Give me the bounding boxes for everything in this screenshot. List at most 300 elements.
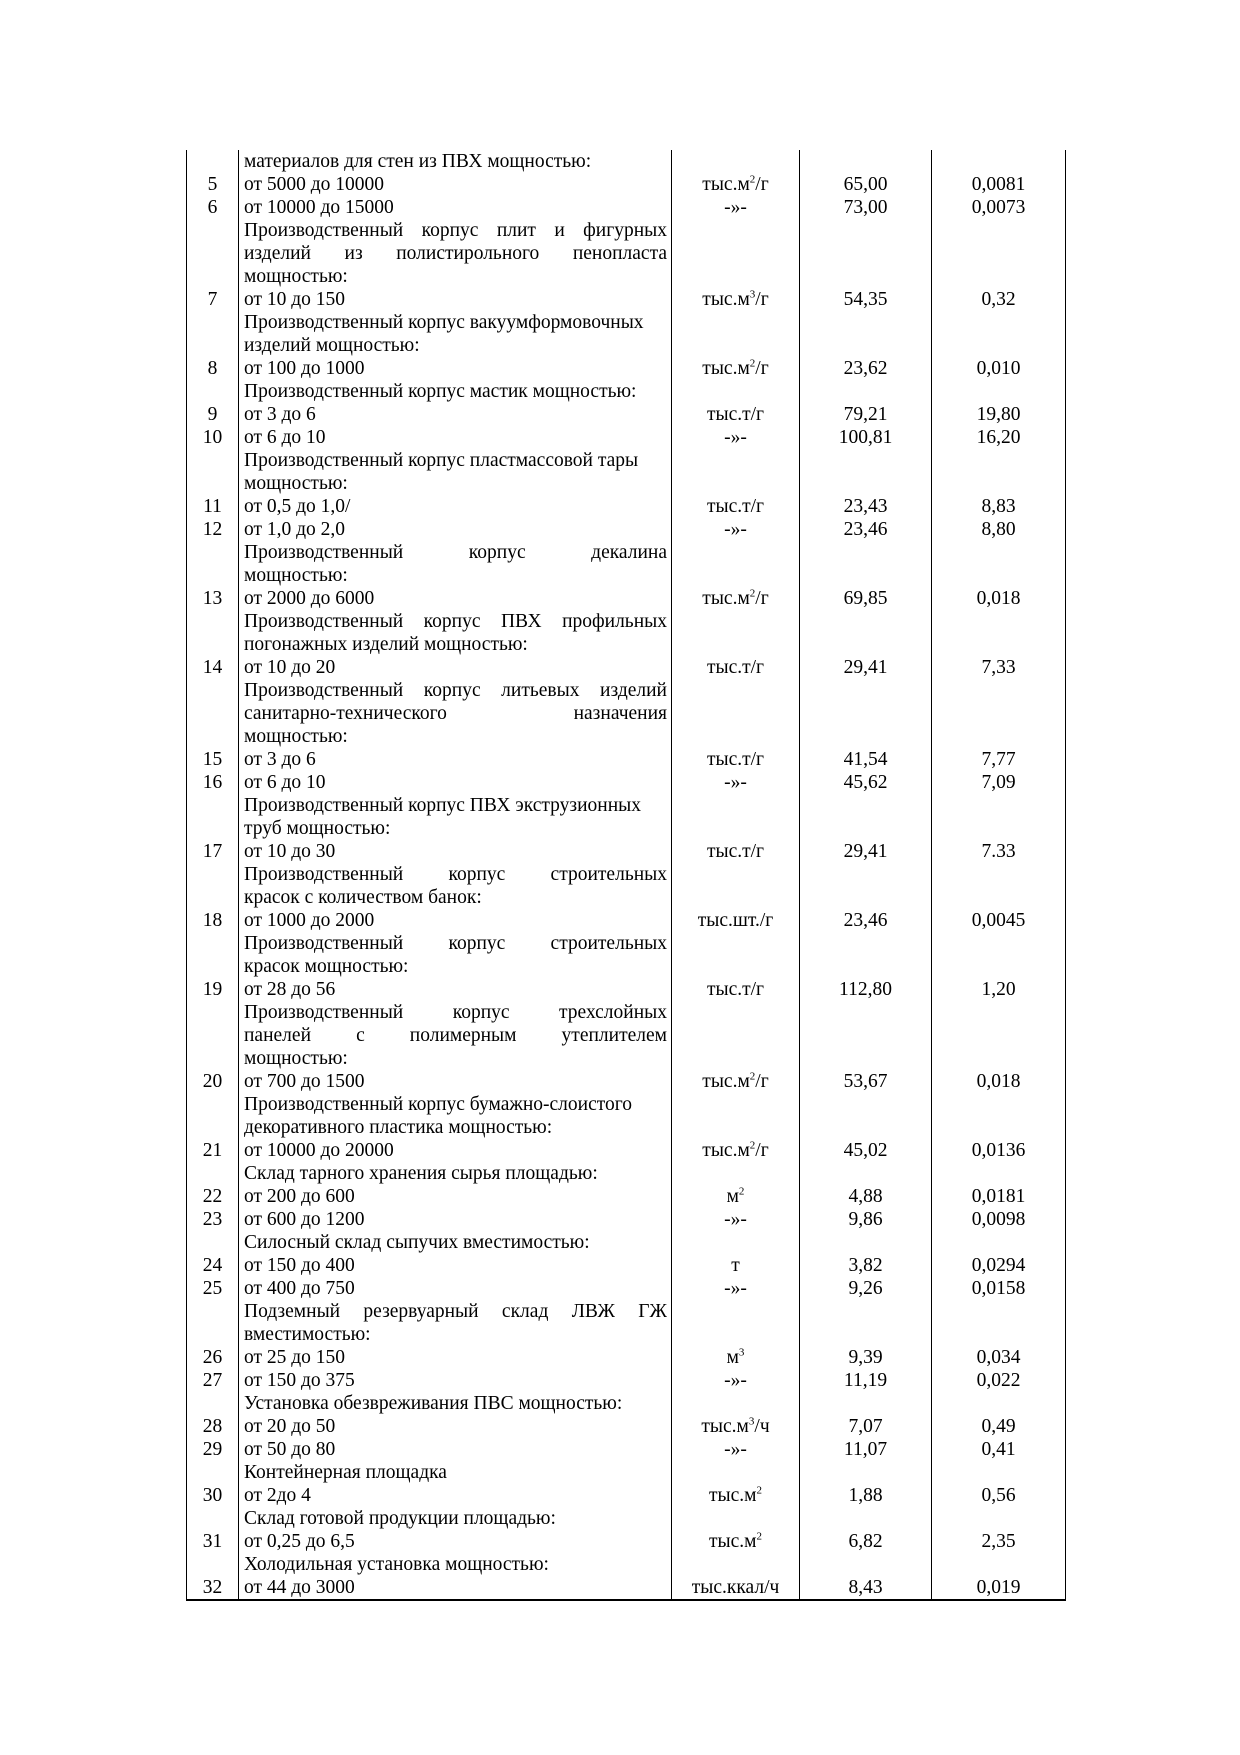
value-2-cell: 0,0294 — [932, 1254, 1066, 1277]
table-row — [187, 1392, 1066, 1415]
value-1-cell — [800, 702, 932, 725]
table-row — [187, 1300, 1066, 1323]
value-1-cell — [800, 863, 932, 886]
value-1-cell — [800, 633, 932, 656]
table-row — [187, 495, 1066, 518]
unit-cell — [672, 886, 800, 909]
unit-cell: тыс.т/г — [672, 656, 800, 679]
table-row — [187, 1208, 1066, 1231]
table-row — [187, 357, 1066, 380]
value-1-cell: 112,80 — [800, 978, 932, 1001]
unit-cell: $тыс.м^2/г$ — [672, 357, 800, 380]
value-2-cell: 19,80 — [932, 403, 1066, 426]
row-number — [187, 863, 239, 886]
item-description: мощностью: — [239, 472, 672, 495]
item-description: от 6 до 10 — [239, 771, 672, 794]
item-description: от 10 до 150 — [239, 288, 672, 311]
unit-cell — [672, 794, 800, 817]
unit-cell: -»- — [672, 196, 800, 219]
row-number — [187, 1001, 239, 1024]
value-1-cell: 41,54 — [800, 748, 932, 771]
value-1-cell: 6,82 — [800, 1530, 932, 1553]
value-2-cell — [932, 564, 1066, 587]
table-row — [187, 1369, 1066, 1392]
table-row — [187, 541, 1066, 564]
table-row — [187, 242, 1066, 265]
value-1-cell — [800, 219, 932, 242]
row-number — [187, 1024, 239, 1047]
value-1-cell — [800, 1553, 932, 1576]
item-description: от 400 до 750 — [239, 1277, 672, 1300]
unit-cell — [672, 725, 800, 748]
row-number — [187, 1047, 239, 1070]
unit-cell — [672, 863, 800, 886]
unit-cell — [672, 702, 800, 725]
unit-cell: -»- — [672, 518, 800, 541]
item-description: от 200 до 600 — [239, 1185, 672, 1208]
value-2-cell — [932, 817, 1066, 840]
value-1-cell — [800, 1231, 932, 1254]
value-2-cell — [932, 725, 1066, 748]
item-description: от 3 до 6 — [239, 403, 672, 426]
row-number: 13 — [187, 587, 239, 610]
row-number — [187, 610, 239, 633]
value-1-cell: 9,26 — [800, 1277, 932, 1300]
value-1-cell: 11,19 — [800, 1369, 932, 1392]
row-number — [187, 541, 239, 564]
value-1-cell — [800, 380, 932, 403]
value-1-cell: 53,67 — [800, 1070, 932, 1093]
item-description: от 10 до 30 — [239, 840, 672, 863]
row-number: 31 — [187, 1530, 239, 1553]
value-1-cell — [800, 472, 932, 495]
value-2-cell — [932, 1300, 1066, 1323]
item-description: Производственный корпус строительных — [239, 932, 672, 955]
table-row — [187, 1415, 1066, 1438]
unit-cell: тыс.т/г — [672, 495, 800, 518]
value-2-cell — [932, 1553, 1066, 1576]
item-description: Производственный корпус трехслойных — [239, 1001, 672, 1024]
unit-cell: тыс.т/г — [672, 978, 800, 1001]
unit-cell — [672, 1300, 800, 1323]
value-1-cell — [800, 725, 932, 748]
item-description: санитарно-технического назначения — [239, 702, 672, 725]
value-1-cell — [800, 242, 932, 265]
unit-cell — [672, 449, 800, 472]
table-row — [187, 1530, 1066, 1553]
value-2-cell — [932, 541, 1066, 564]
row-number: 9 — [187, 403, 239, 426]
unit-cell — [672, 955, 800, 978]
unit-cell: тыс.т/г — [672, 748, 800, 771]
row-number — [187, 449, 239, 472]
row-number: 23 — [187, 1208, 239, 1231]
unit-cell — [672, 242, 800, 265]
item-description: декоративного пластика мощностью: — [239, 1116, 672, 1139]
unit-cell: -»- — [672, 1438, 800, 1461]
value-2-cell: 1,20 — [932, 978, 1066, 1001]
unit-cell — [672, 1231, 800, 1254]
value-2-cell — [932, 1323, 1066, 1346]
row-number — [187, 265, 239, 288]
row-number — [187, 242, 239, 265]
row-number — [187, 380, 239, 403]
unit-cell — [672, 817, 800, 840]
row-number: 15 — [187, 748, 239, 771]
value-2-cell — [932, 1001, 1066, 1024]
item-description: от 25 до 150 — [239, 1346, 672, 1369]
unit-cell — [672, 610, 800, 633]
value-2-cell — [932, 265, 1066, 288]
row-number: 24 — [187, 1254, 239, 1277]
row-number: 14 — [187, 656, 239, 679]
value-2-cell — [932, 886, 1066, 909]
value-2-cell: 0,019 — [932, 1576, 1066, 1600]
table-row — [187, 610, 1066, 633]
row-number — [187, 702, 239, 725]
row-number — [187, 1392, 239, 1415]
value-2-cell — [932, 932, 1066, 955]
unit-cell — [672, 334, 800, 357]
table-row — [187, 794, 1066, 817]
item-description: от 2000 до 6000 — [239, 587, 672, 610]
table-row — [187, 840, 1066, 863]
unit-cell — [672, 1392, 800, 1415]
row-number — [187, 1461, 239, 1484]
unit-cell — [672, 679, 800, 702]
row-number: 11 — [187, 495, 239, 518]
row-number: 27 — [187, 1369, 239, 1392]
item-description: от 10000 до 15000 — [239, 196, 672, 219]
row-number: 12 — [187, 518, 239, 541]
row-number — [187, 1162, 239, 1185]
table-row — [187, 403, 1066, 426]
item-description: от 5000 до 10000 — [239, 173, 672, 196]
item-description: от 20 до 50 — [239, 1415, 672, 1438]
table-row — [187, 909, 1066, 932]
row-number — [187, 932, 239, 955]
table-body — [187, 150, 1066, 1600]
table-row — [187, 955, 1066, 978]
value-1-cell: 65,00 — [800, 173, 932, 196]
value-2-cell — [932, 633, 1066, 656]
item-description: красок мощностью: — [239, 955, 672, 978]
value-2-cell — [932, 1024, 1066, 1047]
value-2-cell — [932, 311, 1066, 334]
unit-cell — [672, 1001, 800, 1024]
value-2-cell: 0,0098 — [932, 1208, 1066, 1231]
value-1-cell — [800, 1047, 932, 1070]
item-description: Производственный корпус бумажно-слоистого — [239, 1093, 672, 1116]
row-number — [187, 1323, 239, 1346]
table-row — [187, 1461, 1066, 1484]
unit-cell — [672, 311, 800, 334]
item-description: Производственный корпус плит и фигурных — [239, 219, 672, 242]
row-number: 5 — [187, 173, 239, 196]
table-row — [187, 679, 1066, 702]
unit-cell: $м^3$ — [672, 1346, 800, 1369]
item-description: от 3 до 6 — [239, 748, 672, 771]
row-number — [187, 472, 239, 495]
value-2-cell — [932, 1162, 1066, 1185]
value-2-cell — [932, 449, 1066, 472]
value-1-cell: 45,02 — [800, 1139, 932, 1162]
row-number: 18 — [187, 909, 239, 932]
value-2-cell — [932, 1507, 1066, 1530]
table-row — [187, 288, 1066, 311]
row-number — [187, 679, 239, 702]
value-2-cell: 0,018 — [932, 587, 1066, 610]
value-2-cell — [932, 150, 1066, 173]
table-row — [187, 1024, 1066, 1047]
item-description: изделий мощностью: — [239, 334, 672, 357]
unit-cell: т — [672, 1254, 800, 1277]
unit-cell: $тыс.м^2$ — [672, 1530, 800, 1553]
row-number: 28 — [187, 1415, 239, 1438]
item-description: от 44 до 3000 — [239, 1576, 672, 1600]
value-1-cell — [800, 932, 932, 955]
table-row — [187, 426, 1066, 449]
row-number — [187, 955, 239, 978]
value-2-cell: 0,49 — [932, 1415, 1066, 1438]
table-row — [187, 196, 1066, 219]
table-row — [187, 1323, 1066, 1346]
value-1-cell — [800, 1093, 932, 1116]
value-2-cell: 0,56 — [932, 1484, 1066, 1507]
table-row — [187, 932, 1066, 955]
item-description: панелей с полимерным утеплителем — [239, 1024, 672, 1047]
table-row — [187, 702, 1066, 725]
table-row — [187, 863, 1066, 886]
row-number — [187, 1116, 239, 1139]
unit-cell: -»- — [672, 1277, 800, 1300]
row-number — [187, 1093, 239, 1116]
table-row — [187, 219, 1066, 242]
unit-cell: $тыс.м^2/г$ — [672, 1070, 800, 1093]
item-description: от 6 до 10 — [239, 426, 672, 449]
item-description: от 700 до 1500 — [239, 1070, 672, 1093]
value-2-cell — [932, 242, 1066, 265]
unit-cell: -»- — [672, 1208, 800, 1231]
item-description: Холодильная установка мощностью: — [239, 1553, 672, 1576]
unit-cell — [672, 1024, 800, 1047]
table-row — [187, 518, 1066, 541]
row-number: 19 — [187, 978, 239, 1001]
value-1-cell: 4,88 — [800, 1185, 932, 1208]
value-2-cell: 0,0081 — [932, 173, 1066, 196]
item-description: труб мощностью: — [239, 817, 672, 840]
value-2-cell — [932, 334, 1066, 357]
unit-cell — [672, 1323, 800, 1346]
table-row — [187, 587, 1066, 610]
table-row — [187, 1093, 1066, 1116]
value-1-cell: 69,85 — [800, 587, 932, 610]
value-2-cell: 0,0073 — [932, 196, 1066, 219]
table-row — [187, 380, 1066, 403]
value-1-cell: 45,62 — [800, 771, 932, 794]
row-number — [187, 886, 239, 909]
row-number: 25 — [187, 1277, 239, 1300]
table-row — [187, 334, 1066, 357]
item-description: от 10000 до 20000 — [239, 1139, 672, 1162]
value-1-cell — [800, 1323, 932, 1346]
row-number: 32 — [187, 1576, 239, 1600]
unit-cell: тыс.т/г — [672, 403, 800, 426]
item-description: Производственный корпус ПВХ экструзионных — [239, 794, 672, 817]
table-row — [187, 1162, 1066, 1185]
table-row — [187, 472, 1066, 495]
value-2-cell: 0,010 — [932, 357, 1066, 380]
item-description: мощностью: — [239, 265, 672, 288]
value-1-cell — [800, 1392, 932, 1415]
value-2-cell: 0,022 — [932, 1369, 1066, 1392]
item-description: от 100 до 1000 — [239, 357, 672, 380]
table-row — [187, 817, 1066, 840]
value-2-cell: 7,77 — [932, 748, 1066, 771]
unit-cell — [672, 932, 800, 955]
value-1-cell: 9,39 — [800, 1346, 932, 1369]
value-2-cell — [932, 679, 1066, 702]
value-1-cell: 9,86 — [800, 1208, 932, 1231]
value-1-cell: 11,07 — [800, 1438, 932, 1461]
row-number — [187, 219, 239, 242]
unit-cell: $тыс.м^2/г$ — [672, 587, 800, 610]
value-2-cell: 7.33 — [932, 840, 1066, 863]
item-description: красок с количеством банок: — [239, 886, 672, 909]
value-1-cell — [800, 1001, 932, 1024]
item-description: от 0,5 до 1,0/ — [239, 495, 672, 518]
unit-cell — [672, 1047, 800, 1070]
row-number: 7 — [187, 288, 239, 311]
value-1-cell — [800, 541, 932, 564]
value-2-cell: 0,018 — [932, 1070, 1066, 1093]
item-description: мощностью: — [239, 1047, 672, 1070]
row-number — [187, 150, 239, 173]
table-row — [187, 150, 1066, 173]
value-2-cell: 0,0045 — [932, 909, 1066, 932]
unit-cell: $тыс.м^2$ — [672, 1484, 800, 1507]
table-row — [187, 1254, 1066, 1277]
unit-cell — [672, 219, 800, 242]
item-description: Производственный корпус пластмассовой тары — [239, 449, 672, 472]
table-row — [187, 1576, 1066, 1600]
value-2-cell — [932, 702, 1066, 725]
price-table — [186, 150, 1066, 1601]
row-number — [187, 1553, 239, 1576]
row-number: 10 — [187, 426, 239, 449]
value-2-cell: 2,35 — [932, 1530, 1066, 1553]
item-description: от 600 до 1200 — [239, 1208, 672, 1231]
unit-cell: $тыс.м^3/ч$ — [672, 1415, 800, 1438]
table-row — [187, 1507, 1066, 1530]
item-description: от 28 до 56 — [239, 978, 672, 1001]
table-row — [187, 1116, 1066, 1139]
unit-cell — [672, 265, 800, 288]
item-description: Подземный резервуарный склад ЛВЖ ГЖ — [239, 1300, 672, 1323]
value-1-cell — [800, 334, 932, 357]
value-2-cell — [932, 794, 1066, 817]
value-1-cell — [800, 1024, 932, 1047]
item-description: материалов для стен из ПВХ мощностью: — [239, 150, 672, 173]
row-number — [187, 817, 239, 840]
item-description: от 10 до 20 — [239, 656, 672, 679]
value-1-cell: 7,07 — [800, 1415, 932, 1438]
row-number — [187, 311, 239, 334]
value-2-cell — [932, 1047, 1066, 1070]
item-description: от 1,0 до 2,0 — [239, 518, 672, 541]
item-description: мощностью: — [239, 564, 672, 587]
item-description: мощностью: — [239, 725, 672, 748]
row-number — [187, 334, 239, 357]
unit-cell — [672, 380, 800, 403]
value-2-cell: 0,0158 — [932, 1277, 1066, 1300]
value-1-cell — [800, 794, 932, 817]
value-1-cell: 79,21 — [800, 403, 932, 426]
row-number — [187, 725, 239, 748]
unit-cell — [672, 1116, 800, 1139]
value-2-cell — [932, 1392, 1066, 1415]
table-row — [187, 1553, 1066, 1576]
unit-cell — [672, 150, 800, 173]
table-row — [187, 1346, 1066, 1369]
value-2-cell — [932, 1461, 1066, 1484]
row-number — [187, 1231, 239, 1254]
value-1-cell: 23,62 — [800, 357, 932, 380]
table-row — [187, 1277, 1066, 1300]
item-description: Производственный корпус вакуумформовочных — [239, 311, 672, 334]
unit-cell — [672, 633, 800, 656]
table-row — [187, 1484, 1066, 1507]
unit-cell: -»- — [672, 426, 800, 449]
table-row — [187, 656, 1066, 679]
table-row — [187, 771, 1066, 794]
value-1-cell — [800, 817, 932, 840]
table-row — [187, 725, 1066, 748]
table-row — [187, 633, 1066, 656]
table-row — [187, 1231, 1066, 1254]
value-2-cell: 0,32 — [932, 288, 1066, 311]
unit-cell: $тыс.м^2/г$ — [672, 173, 800, 196]
value-2-cell: 16,20 — [932, 426, 1066, 449]
table-row — [187, 564, 1066, 587]
value-2-cell — [932, 1093, 1066, 1116]
value-2-cell — [932, 380, 1066, 403]
unit-cell — [672, 1093, 800, 1116]
value-2-cell — [932, 1116, 1066, 1139]
row-number — [187, 794, 239, 817]
value-1-cell — [800, 1116, 932, 1139]
item-description: от 150 до 375 — [239, 1369, 672, 1392]
unit-cell — [672, 564, 800, 587]
item-description: Силосный склад сыпучих вместимостью: — [239, 1231, 672, 1254]
value-1-cell: 1,88 — [800, 1484, 932, 1507]
table-row — [187, 748, 1066, 771]
unit-cell — [672, 1461, 800, 1484]
value-2-cell — [932, 1231, 1066, 1254]
value-2-cell: 0,034 — [932, 1346, 1066, 1369]
unit-cell: $м^2$ — [672, 1185, 800, 1208]
unit-cell: -»- — [672, 1369, 800, 1392]
value-2-cell: 8,80 — [932, 518, 1066, 541]
table-row — [187, 265, 1066, 288]
value-2-cell — [932, 955, 1066, 978]
item-description: Производственный корпус литьевых изделий — [239, 679, 672, 702]
table-row — [187, 1070, 1066, 1093]
value-1-cell — [800, 564, 932, 587]
unit-cell: $тыс.м^3/г$ — [672, 288, 800, 311]
item-description: от 1000 до 2000 — [239, 909, 672, 932]
row-number — [187, 633, 239, 656]
